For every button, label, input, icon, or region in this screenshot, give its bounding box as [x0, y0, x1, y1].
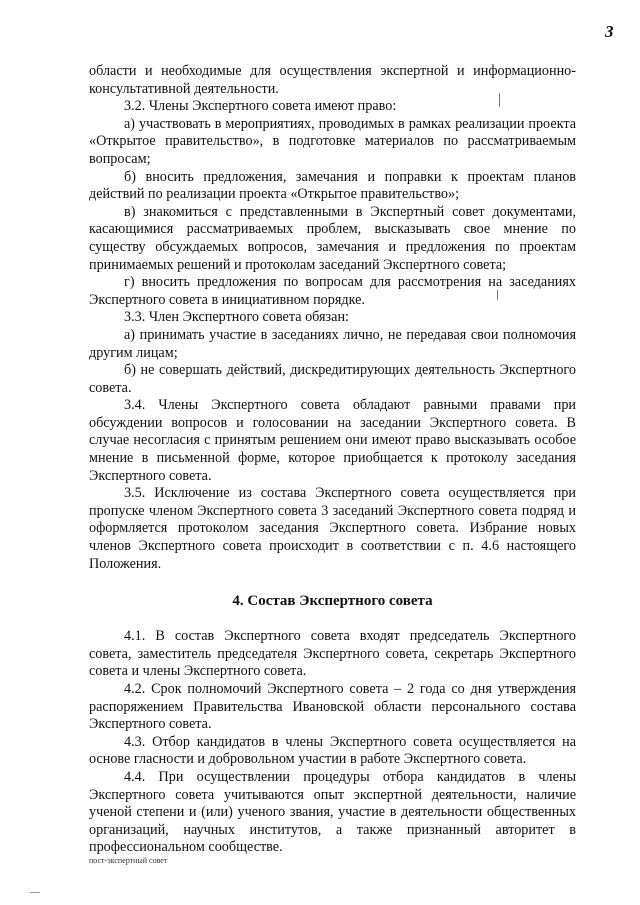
document-body — [89, 63, 576, 857]
paragraph-p1: области и необходимые для осуществления экспертной и информационно-консультативной деятельности. — [89, 63, 576, 97]
paragraph-p7: 3.3. Член Экспертного совета обязан: — [124, 309, 349, 326]
section-3-paragraphs — [89, 63, 576, 573]
paragraph-p10: 3.4. Члены Экспертного совета обладают равными правами при обсуждении вопросов и голосовании на заседании Экспертного совета. В случае несогласия с принятым решением они имеют право высказывать особое мнение в письменной форме, которое приобщается к протоколу заседания Экспертного совета. — [89, 397, 576, 484]
section-4-paragraphs — [89, 628, 576, 857]
paragraph-p4: б) вносить предложения, замечания и поправки к проектам планов действий по реализации проекта «Открытое правительство»; — [89, 168, 576, 203]
paragraph-p13: 4.2. Срок полномочий Экспертного совета – 2 года со дня утверждения распоряжением Правительства Ивановской области персонального состава Экспертного совета. — [89, 681, 576, 733]
paragraph-p3: а) участвовать в мероприятиях, проводимых в рамках реализации проекта «Открытое правительство», в подготовке материалов по рассматриваемым вопросам; — [89, 115, 576, 167]
paragraph-p12: 4.1. В состав Экспертного совета входят председатель Экспертного совета, заместитель председателя Экспертного совета, секретарь Экспертного совета и члены Экспертного совета. — [89, 628, 576, 680]
paragraph-p15: 4.4. При осуществлении процедуры отбора кандидатов в члены Экспертного совета учитываются опыт экспертной деятельности, наличие ученой степени и (или) ученого звания, участие в деятельности общественных организаций, научных институтов, а также признанный авторитет в профессиональном сообществе. — [89, 768, 576, 856]
paragraph-p9: б) не совершать действий, дискредитирующих деятельность Экспертного совета. — [89, 362, 576, 396]
paragraph-p6: г) вносить предложения по вопросам для рассмотрения на заседаниях Экспертного совета в инициативном порядке. — [89, 274, 576, 308]
paragraph-p11: 3.5. Исключение из состава Экспертного совета осуществляется при пропуске членом Экспертного совета 3 заседаний Экспертного совета подряд и оформляется протоколом заседания Экспертного совета. Избрание новых членов Экспертного совета происходит в соответствии с п. 4.6 настоящего Положения. — [89, 485, 576, 572]
paragraph-p2: 3.2. Члены Экспертного совета имеют право: — [124, 98, 397, 115]
scan-artifact-mark — [30, 892, 40, 893]
page-number: 3 — [605, 22, 614, 41]
paragraph-p5: в) знакомиться с представленными в Экспертный совет документами, касающимися рассматриваемых проблем, высказывать свое мнение по существу обсуждаемых вопросов, замечания и предложения по проектам принимаемых решений и протоколам заседаний Экспертного совета; — [89, 203, 576, 273]
paragraph-p14: 4.3. Отбор кандидатов в члены Экспертного совета осуществляется на основе гласности и добровольном участии в работе Экспертного совета. — [89, 733, 576, 768]
section-heading: 4. Состав Экспертного совета — [232, 593, 433, 610]
footer-filename: пост-экспертный совет — [89, 856, 168, 865]
paragraph-p8: а) принимать участие в заседаниях лично, не передавая свои полномочия другим лицам; — [89, 326, 576, 361]
